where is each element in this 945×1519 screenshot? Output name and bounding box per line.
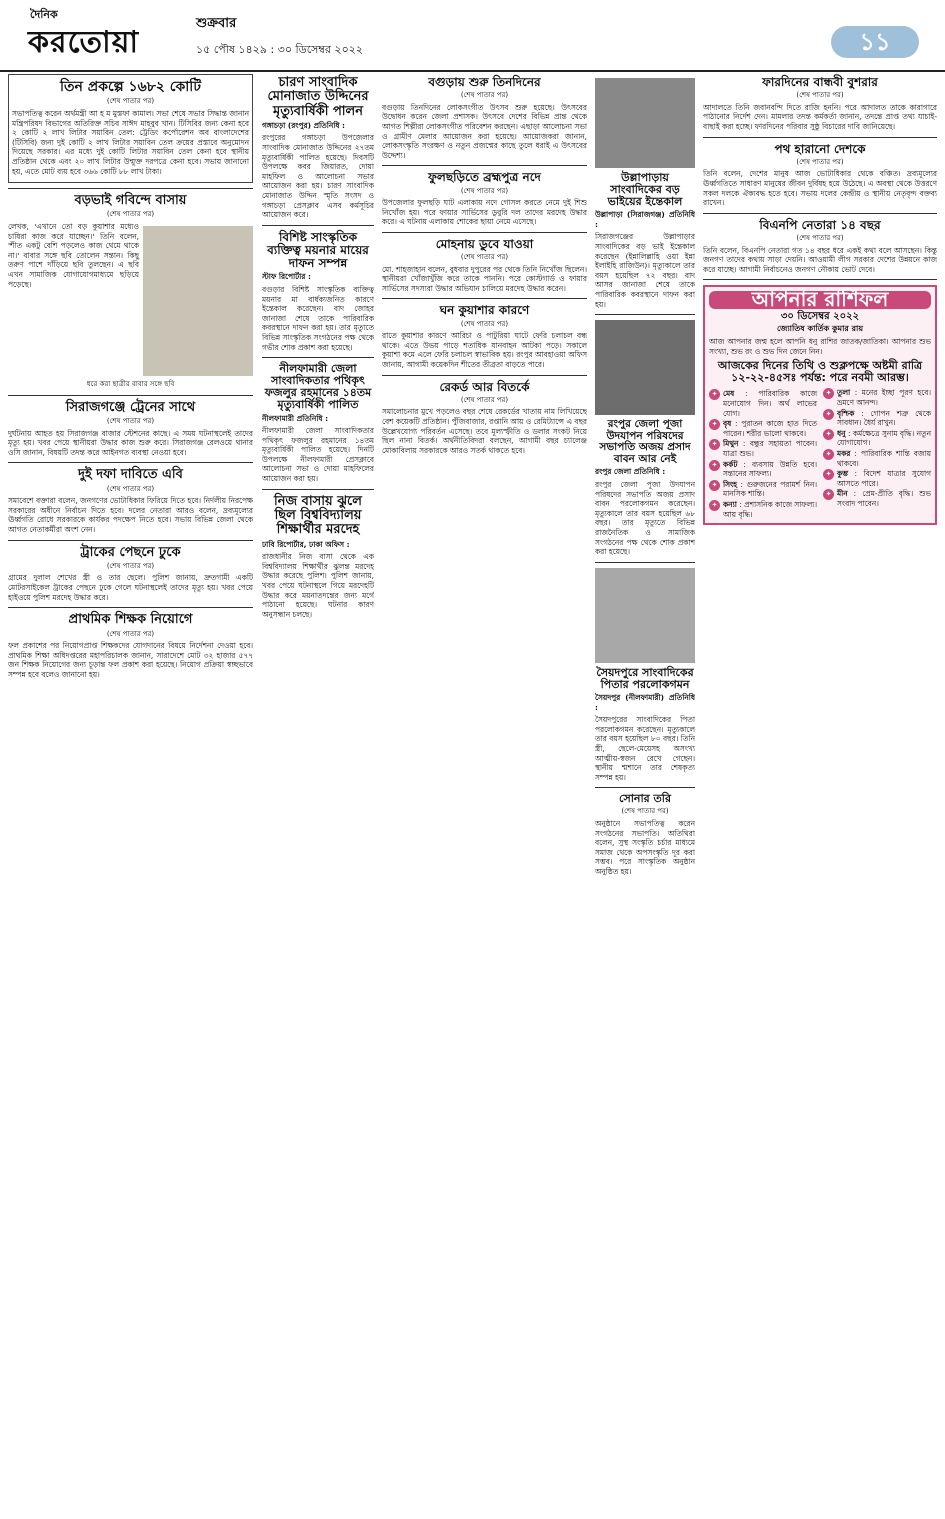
continued-note: (শেষ পাতার পর) xyxy=(460,91,509,100)
article-a19 xyxy=(595,793,695,876)
dateline xyxy=(196,14,363,60)
continued-note: (শেষ পাতার পর) xyxy=(106,629,155,638)
continued-note: (শেষ পাতার পর) xyxy=(106,484,155,493)
article-body: সভাপতিত্ব করেন অর্থমন্ত্রী আ হ ম মুস্তফা কামাল। সভা শেষে সভার সিদ্ধান্ত জানান মন্ত্রিপরিষদ বিভাগের অতিরিক্ত সচিব সাঈদ মাহবুব খান। টিসিবির জন্য কেনা হবে ২ কোটি ২ লাখ লিটার সয়াবিন তেল: ট্রেডিং কর্পোরেশন অব বাংলাদেশের (টিসিবি) জন্য দুই কোটি ২ লাখ লিটার সয়াবিন তেল ক্রয়ের প্রস্তাবে অনুমোদন দিয়েছে সরকার। এর মধ্যে দুই কোটি লিটার সয়াবিন তেল কেনা হবে স্থানীয় প্রতিষ্ঠান থেকে এবং ২০ লাখ লিটার উন্মুক্ত দরপত্রে কেনা হবে। সভায় জানানো হয়, এতে মোট ব্যয় হবে ৩৬৬ কোটি ৮৮ লাখ টাকা। xyxy=(12,108,249,176)
article-body: ফল প্রকাশের পর নিয়োগপ্রাপ্ত শিক্ষকদের যোগদানের বিষয়ে নির্দেশনা দেওয়া হবে। প্রাথমিক শিক্ষা অধিদপ্তরের মহাপরিচালক জানান, সারাদেশে মোট ৩২ হাজার ৫৭৭ জন শিক্ষক নিয়োগের জন্য চূড়ান্ত ফল প্রকাশ করা হয়েছে। নিয়োগ প্রক্রিয়া স্বচ্ছভাবে সম্পন্ন হবে বলেও জানানো হয়। xyxy=(8,641,253,679)
article-a2 xyxy=(8,194,253,389)
column-4 xyxy=(595,74,695,1514)
headline: রংপুর জেলা পূজা উদযাপন পরিষদের সভাপতি অজয় প্রসাদ বাবন আর নেই xyxy=(599,418,691,465)
photo-caption: ধরে করা ছাত্রীর বাবার সঙ্গে ছবি xyxy=(86,380,175,389)
article-a14 xyxy=(382,304,587,369)
sign-text: পারিবারিক কাজে মনোযোগ দিন। অর্থ লাভের যোগ। xyxy=(723,389,817,418)
article-a1 xyxy=(8,74,253,183)
article-a3 xyxy=(8,401,253,458)
headline: মোহনায় ডুবে যাওয়া xyxy=(435,236,534,251)
zodiac-icon: ✦ xyxy=(709,480,720,491)
article-a10 xyxy=(262,495,374,620)
byline: গঙ্গাচড়া (রংপুর) প্রতিনিধি : xyxy=(262,120,346,130)
article-a11 xyxy=(382,76,587,160)
sign-name: কন্যা xyxy=(723,499,737,509)
continued-note: (শেষ পাতার পর) xyxy=(796,91,844,100)
article-a9 xyxy=(262,363,374,484)
continued-note: (শেষ পাতার পর) xyxy=(106,97,155,106)
date: ১৫ পৌষ ১৪২৯ : ৩০ ডিসেম্বর ২০২২ xyxy=(196,43,364,56)
page-number-badge: ১১ xyxy=(831,26,919,58)
headline: রেকর্ড আর বিতর্কে xyxy=(439,379,530,394)
masthead xyxy=(0,0,945,72)
horoscope-sign-item: ✦ বৃশ্চিক : গোপন শত্রু থেকে সাবধান। ধৈর্য রাখুন। xyxy=(823,409,931,428)
headline: ট্রাকের পেছনে ঢুকে xyxy=(80,544,181,560)
headline: ঘন কুয়াশার কারণে xyxy=(439,303,530,318)
sign-text: প্রশাসনিক কাজে সাফল্য। আয় বৃদ্ধি। xyxy=(723,499,818,519)
article-body: গ্রামের দুলাল শেখের স্ত্রী ও তার ছেলে। পুলিশ জানায়, দ্রুতগামী একটি মোটরসাইকেল ট্রাকের পেছনে ঢুকে গেলে ঘটনাস্থলেই তাদের মৃত্যু হয়। খবর পেয়ে হাইওয়ে পুলিশ মরদেহ উদ্ধার করে। xyxy=(8,573,253,602)
headline: সিরাজগঞ্জে ট্রেনের সাথে xyxy=(65,399,196,415)
horoscope-sign-item: ✦ কর্কট : ব্যবসায় উন্নতি হবে। সন্তানের সাফল্য। xyxy=(709,460,817,479)
zodiac-icon: ✦ xyxy=(709,500,720,511)
article-a22 xyxy=(703,219,937,275)
article-body: মো. শাহজাহান বলেন, বুধবার দুপুরের পর থেকে তিনি নিখোঁজ ছিলেন। স্থানীয়রা খোঁজাখুঁজি করে তাকে পাননি। পরে কোস্টগার্ড ও ফায়ার সার্ভিসের সদস্যরা উদ্ধার অভিযান চালিয়ে মরদেহ উদ্ধার করেন। xyxy=(382,264,587,293)
article-body: সৈয়দপুরের সাংবাদিকের পিতা পরলোকগমন করেছেন। মৃত্যুকালে তার বয়স হয়েছিল ৮০ বছর। তিনি স্ত্রী, ছেলে-মেয়েসহ অসংখ্য আত্মীয়-স্বজন রেখে গেছেন। স্থানীয় শ্মশানে তার শেষকৃত্য সম্পন্ন হয়। xyxy=(595,715,695,782)
article-a4 xyxy=(8,468,253,534)
horoscope-sign-item: ✦ বৃষ : পুরাতন কাজে হাত দিতে পারেন। শরীর ভালো থাকবে। xyxy=(709,419,817,438)
zodiac-icon: ✦ xyxy=(709,460,720,471)
headline: পথ হারানো দেশকে xyxy=(774,141,866,156)
article-body: লেখক, 'এখানে তো বড় কুয়াশার মধ্যেও চাষিরা কাজ করে যাচ্ছেন।' তিনি বলেন, 'শীত একটু বেশি পড়লেও কাজ থেমে থাকে না।' বাবার সঙ্গে ছবি তোলেন সন্তান। কিছু তরুণ পাশে দাঁড়িয়ে ছবি তুলছেন। এ ছবি এখন সামাজিক যোগাযোগমাধ্যমে ছড়িয়ে পড়েছে। xyxy=(8,222,139,289)
horoscope-author: জ্যোতিষ কার্তিক কুমার রায় xyxy=(776,324,864,334)
headline: উল্লাপাড়ায় সাংবাদিকের বড় ভাইয়ের ইন্তেকাল xyxy=(607,171,683,209)
zodiac-icon: ✦ xyxy=(823,388,834,399)
article-body: সমালোচনার মুখে পড়লেও বছর শেষে রেকর্ডের খাতায় নাম লিখিয়েছে বেশ কয়েকটি প্রতিষ্ঠান। পুঁজিবাজার, রপ্তানি আয় ও রেমিট্যান্সে এ বছর উল্লেখযোগ্য পরিবর্তন এসেছে। তবে মূল্যস্ফীতি ও ডলার সংকট নিয়ে ছিল নানা বিতর্ক। অর্থনীতিবিদরা বলছেন, আগামী বছর চ্যালেঞ্জ মোকাবিলায় সরকারকে আরও সতর্ক থাকতে হবে। xyxy=(382,407,587,455)
headline: চারণ সাংবাদিক মোনাজাত উদ্দিনের মৃত্যুবার্ষিকী পালন xyxy=(267,75,369,119)
article-a20 xyxy=(703,76,937,132)
headline: প্রাথমিক শিক্ষক নিয়োগে xyxy=(68,612,193,628)
horoscope-sign-item: ✦ মিথুন : বন্ধুর সহায়তা পাবেন। যাত্রা শুভ। xyxy=(709,439,817,458)
sign-name: কর্কট xyxy=(723,459,738,469)
article-a16 xyxy=(595,78,695,309)
continued-note: (শেষ পাতার পর) xyxy=(460,253,509,262)
continued-note: (শেষ পাতার পর) xyxy=(106,561,155,570)
horoscope-sign-list xyxy=(709,388,931,519)
sign-text: কর্মক্ষেত্রে সুনাম বৃদ্ধি। নতুন যোগাযোগ। xyxy=(837,428,931,448)
sign-text: গোপন শত্রু থেকে সাবধান। ধৈর্য রাখুন। xyxy=(837,408,931,428)
portrait-photo xyxy=(595,568,695,663)
column-5 xyxy=(703,74,937,1514)
zodiac-icon: ✦ xyxy=(709,389,720,400)
continued-note: (শেষ পাতার পর) xyxy=(106,210,155,219)
headline: নিজ বাসায় ঝুলে ছিল বিশ্ববিদ্যালয় শিক্ষার্থীর মরদেহ xyxy=(274,493,362,538)
graduation-photo xyxy=(143,226,253,376)
sign-name: মকর xyxy=(837,449,851,458)
byline: ঢাবি রিপোর্টার, ঢাকা অফিস : xyxy=(262,539,350,549)
byline: রংপুর জেলা প্রতিনিধি : xyxy=(595,467,666,477)
horoscope-sign-item: ✦ মেষ : পারিবারিক কাজে মনোযোগ দিন। অর্থ লাভের যোগ। xyxy=(709,389,817,418)
tithi-banner: আজকের দিনের তিথি ও শুক্লপক্ষে অষ্টমী রাত্রি ১২-২২-৪৫সঃ পর্যন্ত: পরে নবমী আরম্ভ। xyxy=(717,359,923,385)
weekday: শুক্রবার xyxy=(196,16,237,31)
horoscope-sign-item: ✦ কন্যা : প্রশাসনিক কাজে সাফল্য। আয় বৃদ্ধি। xyxy=(709,500,817,519)
sign-text: প্রেম-প্রীতি বৃদ্ধি। শুভ সংবাদ পাবেন। xyxy=(837,489,931,508)
headline: ফারদিনের বান্ধবী বুশরার xyxy=(762,75,878,89)
headline: নীলফামারী জেলা সাংবাদিকতার পথিকৃৎ ফজলুর রহমানের ১৪তম মৃত্যুবার্ষিকী পালিত xyxy=(264,362,372,412)
zodiac-icon: ✦ xyxy=(709,439,720,450)
article-body: তিনি বলেন, দেশের মানুষ আজ ভোটাধিকার থেকে বঞ্চিত। দ্রব্যমূল্যের ঊর্ধ্বগতিতে সাধারণ মানুষের জীবন দুর্বিষহ হয়ে উঠেছে। এ অবস্থা থেকে উত্তরণে সকল দলকে ঐক্যবদ্ধ হতে হবে। সভায় দলের কেন্দ্রীয় ও স্থানীয় নেতৃবৃন্দ বক্তব্য রাখেন। xyxy=(703,169,937,208)
sign-text: গুরুজনের পরামর্শ নিন। মানসিক শান্তি। xyxy=(723,479,817,499)
headline: ফুলছড়িতে ব্রহ্মপুত্র নদে xyxy=(428,170,541,185)
article-body: আদালতে তিনি জবানবন্দি দিতে রাজি হননি। পরে আদালত তাকে কারাগারে পাঠানোর নির্দেশ দেন। মামলার তদন্ত কর্মকর্তা জানান, তদন্তে প্রাপ্ত তথ্য যাচাই-বাছাই করা হচ্ছে। ফারদিনের পরিবার সুষ্ঠু বিচারের দাবি জানিয়েছে। xyxy=(703,102,937,131)
zodiac-icon: ✦ xyxy=(823,409,834,420)
sign-name: সিংহ xyxy=(723,479,738,489)
continued-note: (শেষ পাতার পর) xyxy=(106,416,155,425)
sign-text: পুরাতন কাজে হাত দিতে পারেন। শরীর ভালো থাকবে। xyxy=(723,419,817,438)
continued-note: (শেষ পাতার পর) xyxy=(460,395,509,404)
headline: দুই দফা দাবিতে এবি xyxy=(78,467,183,483)
horoscope-box xyxy=(703,285,937,525)
article-a15 xyxy=(382,381,587,456)
article-a13 xyxy=(382,238,587,294)
horoscope-date: ৩০ ডিসেম্বর ২০২২ xyxy=(780,310,860,322)
headline: বিএনপি নেতারা ১৪ বছর xyxy=(759,217,881,232)
headline: বিশিষ্ট সাংস্কৃতিক ব্যক্তিত্ব ময়নার মায়ের দাফন সম্পন্ন xyxy=(267,229,369,271)
horoscope-intro: আজ আপনার জন্ম হলে আপনি ধনু রাশির জাতক/জাতিকা। আপনার শুভ সংখ্যা, শুভ রং ও শুভ দিন জেনে নিন। xyxy=(709,337,931,356)
byline: সৈয়দপুর (নীলফামারী) প্রতিনিধি : xyxy=(595,692,695,712)
sign-name: তুলা xyxy=(837,388,851,398)
article-a18 xyxy=(595,568,695,783)
brand-small: দৈনিক xyxy=(30,8,58,21)
sign-name: কুম্ভ xyxy=(837,469,849,479)
zodiac-icon: ✦ xyxy=(709,419,720,430)
article-a8 xyxy=(262,231,374,352)
sign-name: বৃশ্চিক xyxy=(837,408,855,418)
continued-note: (শেষ পাতার পর) xyxy=(796,157,844,166)
horoscope-sign-item: ✦ কুম্ভ : বিদেশ যাত্রার সুযোগ আসতে পারে। xyxy=(823,469,931,488)
article-a6 xyxy=(8,613,253,679)
sign-text: বিদেশ যাত্রার সুযোগ আসতে পারে। xyxy=(837,469,931,488)
article-body: রাতে কুয়াশার কারণে আরিচা ও পাটুরিয়া ঘাটে ফেরি চলাচল বন্ধ থাকে। এতে উভয় পাড়ে শতাধিক যানবাহন আটকা পড়ে। সকালে কুয়াশা কমে এলে ফেরি চলাচল স্বাভাবিক হয়। রংপুর আবহাওয়া অফিস জানায়, আগামী কয়েকদিন শীতের তীব্রতা বাড়তে পারে। xyxy=(382,331,587,370)
zodiac-icon: ✦ xyxy=(823,449,834,460)
article-a21 xyxy=(703,143,937,208)
horoscope-title: আপনার রাশিফল xyxy=(709,291,931,309)
article-a5 xyxy=(8,546,253,603)
byline: স্টাফ রিপোর্টার : xyxy=(262,272,311,282)
article-body: অনুষ্ঠানে সভাপতিত্ব করেন সংগঠনের সভাপতি। অতিথিরা বলেন, সুস্থ সংস্কৃতি চর্চার মাধ্যমে সমাজ থেকে অপসংস্কৃতি দূর করা সম্ভব। পরে সাংস্কৃতিক অনুষ্ঠান অনুষ্ঠিত হয়। xyxy=(595,818,695,876)
article-a7 xyxy=(262,76,374,220)
brand-logo: করতোয়া xyxy=(28,25,140,60)
sign-text: পারিবারিক শান্তি বজায় থাকবে। xyxy=(837,449,931,468)
horoscope-sign-item: ✦ মীন : প্রেম-প্রীতি বৃদ্ধি। শুভ সংবাদ পাবেন। xyxy=(823,489,931,508)
continued-note: (শেষ পাতার পর) xyxy=(460,319,509,328)
zodiac-icon: ✦ xyxy=(823,469,834,480)
horoscope-sign-item: ✦ মকর : পারিবারিক শান্তি বজায় থাকবে। xyxy=(823,449,931,468)
article-body: বগুড়ায় তিনদিনের লোকসংগীত উৎসব শুরু হয়েছে। উৎসবের উদ্বোধন করেন জেলা প্রশাসক। উৎসবে দেশের বিভিন্ন প্রান্ত থেকে আগত শিল্পীরা লোকসংগীত পরিবেশন করছেন। এছাড়া আলোচনা সভা ও গ্রামীণ মেলার আয়োজন করা হয়েছে। আয়োজকরা জানান, লোকসংস্কৃতি সংরক্ষণ ও নতুন প্রজন্মের কাছে তুলে ধরাই এ উৎসবের উদ্দেশ্য। xyxy=(382,102,587,160)
headline: বগুড়ায় শুরু তিনদিনের xyxy=(428,75,541,89)
article-a17 xyxy=(595,320,695,557)
sign-name: মিথুন xyxy=(723,439,739,449)
sign-text: ব্যবসায় উন্নতি হবে। সন্তানের সাফল্য। xyxy=(723,459,817,479)
continued-note: (শেষ পাতার পর) xyxy=(796,233,844,242)
continued-note: (শেষ পাতার পর) xyxy=(621,807,669,816)
horoscope-sign-item: ✦ ধনু : কর্মক্ষেত্রে সুনাম বৃদ্ধি। নতুন যোগাযোগ। xyxy=(823,429,931,448)
headline: সোনার তরি xyxy=(618,792,671,806)
sign-text: বন্ধুর সহায়তা পাবেন। যাত্রা শুভ। xyxy=(723,439,817,458)
article-body: বগুড়ার বিশিষ্ট সাংস্কৃতিক ব্যক্তিত্ব ময়নার মা বার্ধক্যজনিত কারণে ইন্তেকাল করেছেন। বাদ জোহর জানাজা শেষে তাকে পারিবারিক কবরস্থানে দাফন করা হয়। তার মৃত্যুতে বিভিন্ন সাংস্কৃতিক সংগঠনের পক্ষ থেকে গভীর শোক প্রকাশ করা হয়েছে। xyxy=(262,284,374,352)
headline: বড়ভাই গবিন্দে বাসায় xyxy=(74,193,187,209)
portrait-photo xyxy=(595,78,695,168)
sign-name: মেষ xyxy=(723,389,735,399)
article-body: সিরাজগঞ্জের উল্লাপাড়ার সাংবাদিকের বড় ভাই ইন্তেকাল করেছেন (ইন্নালিল্লাহি ওয়া ইন্না ইলাইহি রাজিউন)। মৃত্যুকালে তার বয়স হয়েছিল ৭২ বছর। বাদ আসর জানাজা শেষে তাকে পারিবারিক কবরস্থানে দাফন করা হয়। xyxy=(595,232,695,309)
article-a12 xyxy=(382,171,587,227)
article-body: তিনি বলেন, বিএনপি নেতারা গত ১৪ বছর ধরে একই কথা বলে আসছেন। কিন্তু জনগণ তাদের কথায় সাড়া দেয়নি। আওয়ামী লীগ সরকার দেশের উন্নয়নে কাজ করে যাচ্ছে। আগামী নির্বাচনেও জনগণ নৌকায় ভোট দেবে। xyxy=(703,245,937,274)
sign-name: ধনু xyxy=(837,428,846,438)
article-body: রংপুরের গঙ্গাচড়া উপজেলার সাংবাদিক মোনাজাত উদ্দিনের ২৭তম মৃত্যুবার্ষিকী পালিত হয়েছে। দিবসটি উপলক্ষে কবর জিয়ারত, দোয়া মাহফিল ও আলোচনা সভার আয়োজন করা হয়। চারণ সাংবাদিক মোনাজাত উদ্দিন স্মৃতি সংসদ ও গঙ্গাচড়া প্রেসক্লাব এসব কর্মসূচির আয়োজন করে। xyxy=(262,133,374,220)
zodiac-icon: ✦ xyxy=(823,429,834,440)
continued-note: (শেষ পাতার পর) xyxy=(460,186,509,195)
byline: উল্লাপাড়া (সিরাজগঞ্জ) প্রতিনিধি : xyxy=(595,210,695,229)
article-body: দুর্ঘটনায় আহত হয় সিরাজগঞ্জ বাজার স্টেশনের কাছে। এ সময় ঘটনাস্থলেই তাদের মৃত্যু হয়। খবর পেয়ে স্থানীয়রা উদ্ধার কাজ শুরু করে। সিরাজগঞ্জ রেলওয়ে থানার ওসি জানান, বিষয়টি তদন্ত করে আইনগত ব্যবস্থা নেওয়া হবে। xyxy=(8,428,253,457)
sign-name: বৃষ xyxy=(723,419,732,429)
article-body: রংপুর জেলা পূজা উদযাপন পরিষদের সভাপতি অজয় প্রসাদ বাবন পরলোকগমন করেছেন। মৃত্যুকালে তার বয়স হয়েছিল ৬৮ বছর। তার মৃত্যুতে বিভিন্ন রাজনৈতিক ও সামাজিক সংগঠনের পক্ষ থেকে শোক প্রকাশ করা হয়েছে। xyxy=(595,480,695,557)
article-body: উপজেলার ফুলছড়ি ঘাট এলাকায় নদে গোসল করতে নেমে দুই শিশু নিখোঁজ হয়। পরে ফায়ার সার্ভিসের ডুবুরি দল তাদের মরদেহ উদ্ধার করে। এ ঘটনায় এলাকায় শোকের ছায়া নেমে এসেছে। xyxy=(382,198,587,227)
column-1 xyxy=(8,74,253,1514)
byline: নীলফামারী প্রতিনিধি : xyxy=(262,413,329,423)
zodiac-icon: ✦ xyxy=(823,489,834,500)
column-2 xyxy=(262,74,374,1514)
sign-name: মীন xyxy=(837,489,848,499)
portrait-photo xyxy=(595,320,695,415)
article-body: সমাবেশে বক্তারা বলেন, জনগণের ভোটাধিকার ফিরিয়ে দিতে হবে। নির্দলীয় নিরপেক্ষ সরকারের অধীনে নির্বাচন দিতে হবে। দলের নেতারা আরও বলেন, দ্রব্যমূল্যের ঊর্ধ্বগতি রোধে সরকারকে কার্যকর পদক্ষেপ নিতে হবে। সভায় বিভিন্ন জেলা থেকে আগত নেতাকর্মীরা অংশ নেন। xyxy=(8,496,253,534)
headline: সৈয়দপুরে সাংবাদিকের পিতার পরলোকগমন xyxy=(596,665,694,691)
column-3 xyxy=(382,74,587,1514)
article-body: নীলফামারী জেলা সাংবাদিকতার পথিকৃৎ ফজলুর রহমানের ১৪তম মৃত্যুবার্ষিকী পালিত হয়েছে। দিনটি উপলক্ষে নীলফামারী প্রেসক্লাবে আলোচনা সভা ও দোয়া মাহফিলের আয়োজন করা হয়। xyxy=(262,426,374,484)
horoscope-sign-item: ✦ তুলা : মনের ইচ্ছা পূরণ হবে। ভ্রমণে আনন্দ। xyxy=(823,388,931,407)
horoscope-sign-item: ✦ সিংহ : গুরুজনের পরামর্শ নিন। মানসিক শান্তি। xyxy=(709,480,817,499)
sign-text: মনের ইচ্ছা পূরণ হবে। ভ্রমণে আনন্দ। xyxy=(837,388,931,408)
article-body: রাজধানীর নিজ বাসা থেকে এক বিশ্ববিদ্যালয় শিক্ষার্থীর ঝুলন্ত মরদেহ উদ্ধার করেছে পুলিশ। পুলিশ জানায়, খবর পেয়ে ঘটনাস্থলে গিয়ে মরদেহটি উদ্ধার করে ময়নাতদন্তের জন্য মর্গে পাঠানো হয়েছে। ঘটনার কারণ অনুসন্ধান চলছে। xyxy=(262,552,374,619)
headline: তিন প্রকল্পে ১৬৮২ কোটি xyxy=(60,79,201,95)
